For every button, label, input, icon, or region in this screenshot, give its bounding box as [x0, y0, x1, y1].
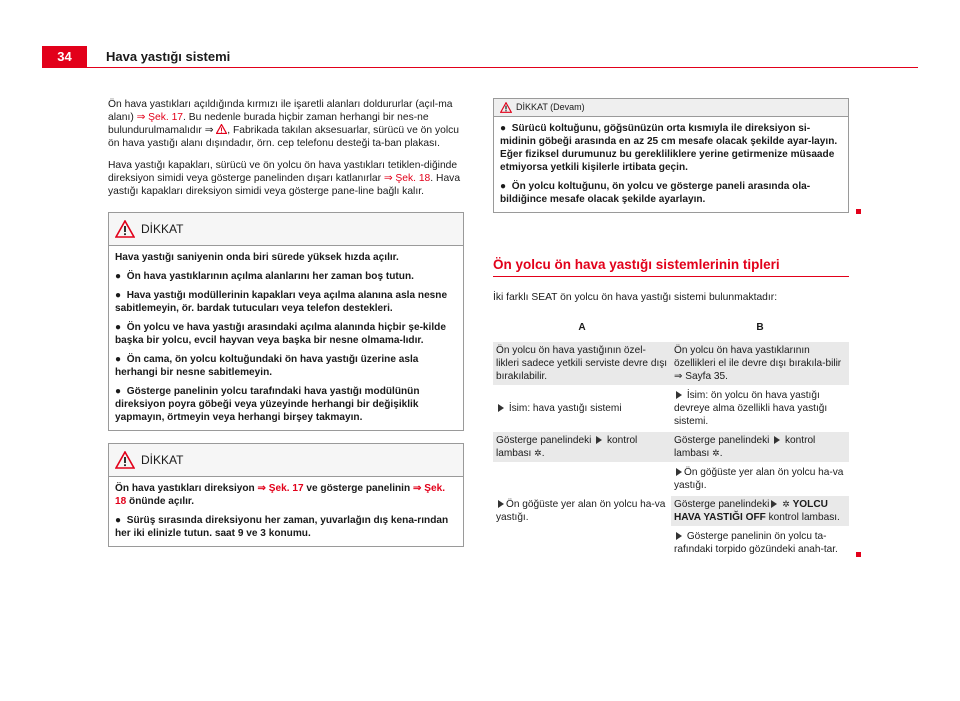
warning-1-item: ● Ön cama, ön yolcu koltuğundaki ön hava yastığı üzerine asla herhangi bir nesne sabitlemeyin. [115, 354, 419, 378]
triangle-right-icon [498, 404, 504, 412]
warning-box-continued [493, 98, 849, 213]
airbag-icon: ✲ [534, 448, 542, 458]
right-column [493, 98, 849, 561]
triangle-right-icon [771, 500, 777, 508]
table-cell: Ön yolcu ön hava yastıklarının özellikleri el ile devre dışı bırakıla-bilir ⇒ Sayfa 35. [671, 342, 849, 385]
warning-1-item: ● Ön hava yastıklarının açılma alanlarını her zaman boş tutun. [115, 271, 414, 282]
section-title-rule [493, 276, 849, 277]
table-header-a: A [578, 322, 586, 333]
airbag-icon: ✲ [712, 448, 720, 458]
warning-triangle-icon [115, 451, 135, 469]
triangle-right-icon [596, 436, 602, 444]
triangle-right-icon [676, 391, 682, 399]
table-row [493, 464, 849, 494]
warning-cont-item: ● Sürücü koltuğunu, göğsünüzün orta kısmıyla ile direksiyon si-midinin göbeği arasında en az 25 cm mesafe olacak şekilde ayar-layın. Eğer fiziksel durumunuz bu gerekliliklere yerine getirmenize müsaade etmiyorsa yetkili kişilerle irtibata geçin. [500, 123, 838, 173]
warning-box-1 [108, 212, 464, 431]
table-cell: Ön göğüste yer alan ön yolcu ha-va yastığı. [496, 499, 666, 523]
page-number: 34 [42, 46, 87, 68]
triangle-right-icon [498, 500, 504, 508]
table-row [493, 387, 849, 430]
page-header-title: Hava yastığı sistemi [106, 49, 231, 64]
warning-box-1-header [109, 213, 463, 246]
warning-1-item: ● Gösterge panelinin yolcu tarafındaki hava yastığı modülünün direksiyon poyra göbeği veya yüzeyinde herhangi bir değişiklik yapmayın, örtmeyin veya herhangi birşey takmayın. [115, 386, 420, 423]
table-cell: Ön yolcu ön hava yastığının özel-likleri sadece yetkili serviste devre dışı bırakılabilir. [493, 342, 671, 385]
triangle-right-icon [676, 532, 682, 540]
warning-cont-item: ● Ön yolcu koltuğunu, ön yolcu ve gösterge paneli arasında ola-bildiğince mesafe olacak şekilde ayarlayın. [500, 181, 811, 205]
section-title: Ön yolcu ön hava yastığı sistemlerinin tipleri [493, 257, 780, 272]
table-cell: İsim: hava yastığı sistemi [493, 387, 671, 430]
warning-box-2-title: DİKKAT [141, 452, 184, 467]
section-end-marker [856, 209, 861, 214]
airbag-icon: ✲ [782, 499, 790, 509]
warning-2-intro: Ön hava yastıkları direksiyon ⇒ Şek. 17 ve gösterge panelinin ⇒ Şek. 18 önünde açılır. [115, 483, 445, 507]
warning-box-2-body [109, 477, 463, 546]
warning-box-1-body [109, 246, 463, 430]
table-cell: Gösterge panelinin ön yolcu ta-rafındaki torpido gözündeki anah-tar. [674, 531, 838, 555]
warning-box-2 [108, 443, 464, 547]
warning-1-intro: Hava yastığı saniyenin onda biri sürede yüksek hızda açılır. [115, 252, 399, 263]
triangle-right-icon [676, 468, 682, 476]
table-header-row [493, 315, 849, 340]
warning-box-1-title: DİKKAT [141, 221, 184, 236]
warning-triangle-icon [500, 102, 512, 113]
warning-1-item: ● Ön yolcu ve hava yastığı arasındaki açılma alanında hiçbir şe-kilde başka bir yolcu, evcil hayvan veya başka bir nesne olmama-lıdır. [115, 322, 446, 346]
warning-2-item: ● Sürüş sırasında direksiyonu her zaman, yuvarlağın dış kena-rından her iki elinizle tutun. saat 9 ve 3 konumu. [115, 515, 449, 539]
fig-ref-17[interactable]: ⇒ Şek. 17 [136, 112, 184, 123]
paragraph-deploy-area: Ön hava yastıkları açıldığında kırmızı ile işaretli alanları doldururlar (açıl-ma alanı) ⇒ Şek. 17. Bu nedenle burada hiçbir zaman herhangi bir nes-ne bulundurulmamalıdır ⇒ , Fabrikada takılan aksesuarlar, sürücü ve ön yolcu ön hava yastığı alanı dışındadır, örn. cep telefonu desteği ta-ban plakası. [108, 99, 460, 149]
airbag-types-table [493, 313, 849, 560]
section-intro: İki farklı SEAT ön yolcu ön hava yastığı sistemi bulunmaktadır: [493, 292, 778, 303]
left-column [108, 98, 464, 559]
triangle-right-icon [774, 436, 780, 444]
table-row [493, 342, 849, 385]
table-header-b: B [756, 322, 764, 333]
table-cell: İsim: ön yolcu ön hava yastığı devreye alma özellikli hava yastığı sistemi. [674, 390, 828, 427]
fig-ref-18[interactable]: ⇒ Şek. 18 [115, 483, 445, 507]
warning-box-2-header [109, 444, 463, 477]
warning-1-item: ● Hava yastığı modüllerinin kapakları veya açılma alanına asla nesne sabitlemeyin, ör. bardak tutucuları veya telefon destekleri. [115, 290, 448, 314]
warning-triangle-icon[interactable] [216, 124, 227, 134]
table-cell: Gösterge panelindeki kontrol lambası ✲. [493, 432, 671, 462]
warning-continued-body [494, 117, 848, 212]
table-row [493, 432, 849, 462]
warning-triangle-icon [115, 220, 135, 238]
paragraph-airbag-covers: Hava yastığı kapakları, sürücü ve ön yolcu ön hava yastıkları tetiklen-diğinde direksiyon simidi veya gösterge panelinden dışarı katlanırlar ⇒ Şek. 18. Hava yastığı kapakları direksiyon simidi veya gösterge pane-line bağlı kalır. [108, 160, 461, 197]
table-cell: Gösterge panelindeki ✲ YOLCU HAVA YASTIĞI OFF kontrol lambası. [671, 496, 849, 526]
warning-continued-header [494, 99, 848, 117]
section-end-marker [856, 552, 861, 557]
fig-ref-17[interactable]: ⇒ Şek. 17 [257, 483, 304, 494]
fig-ref-18[interactable]: ⇒ Şek. 18 [383, 173, 431, 184]
warning-continued-title: DİKKAT (Devam) [516, 102, 585, 112]
header-rule [87, 67, 918, 68]
table-cell: Ön göğüste yer alan ön yolcu ha-va yastığı. [674, 467, 844, 491]
table-cell: Gösterge panelindeki kontrol lambası ✲. [671, 432, 849, 462]
